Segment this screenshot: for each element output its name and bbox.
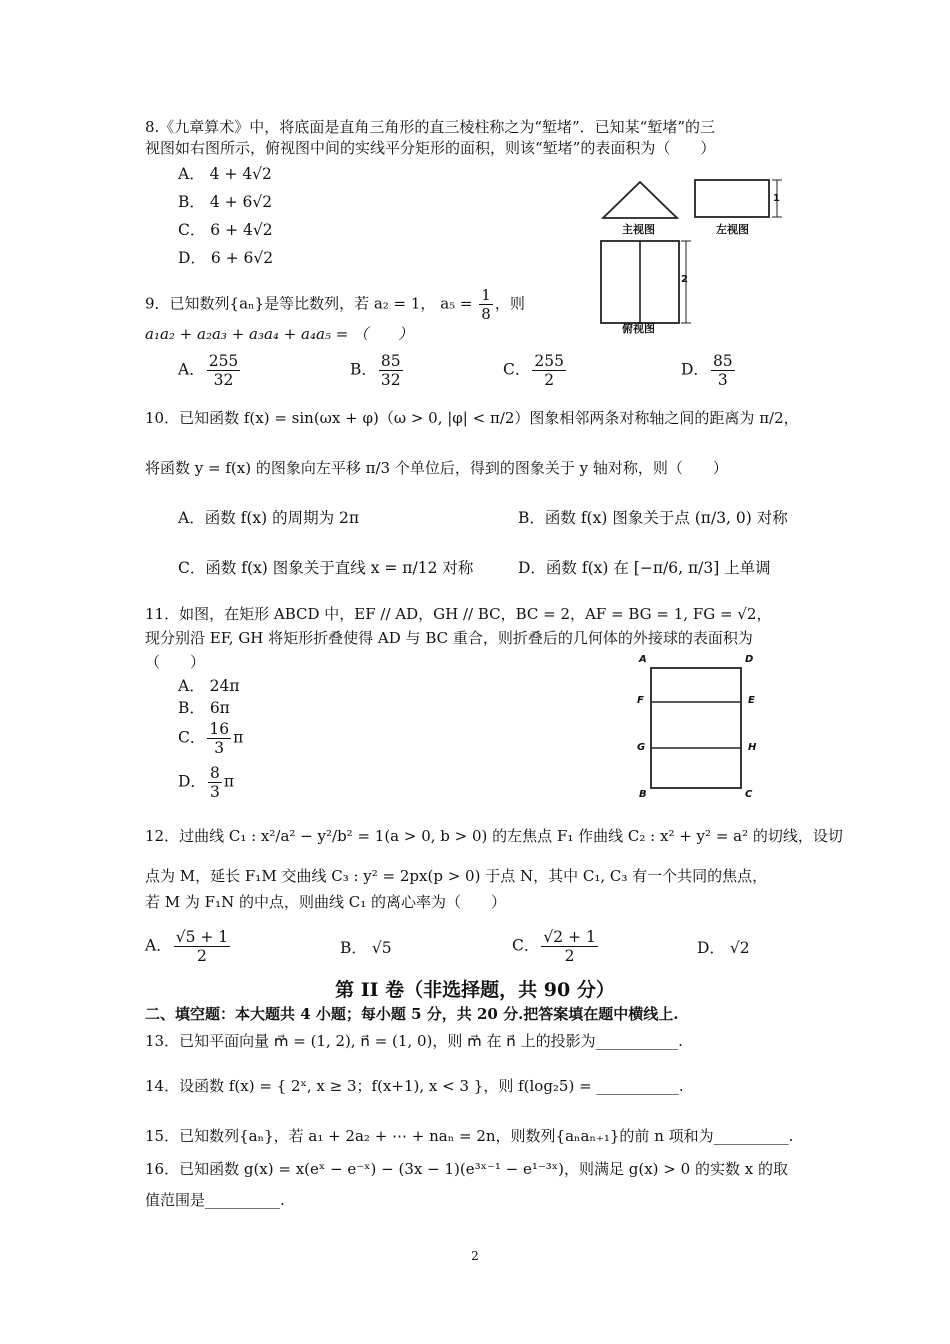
- q8-line2: 视图如右图所示，俯视图中间的实线平分矩形的面积，则该“堑堵”的表面积为（ ）: [145, 139, 716, 157]
- q9-option-d-den: 3: [717, 371, 728, 389]
- q12-option-a-label: A．: [145, 936, 172, 955]
- q9-option-d-num: 85: [712, 352, 733, 370]
- q9-option-a-den: 32: [213, 371, 234, 389]
- page-number: 2: [471, 1249, 479, 1263]
- q8-option-b: B． 4 + 6√2: [178, 193, 273, 211]
- q10-line2: 将函数 y = f(x) 的图象向左平移 π/3 个单位后，得到的图象关于 y 轴对称，则（ ）: [145, 459, 728, 477]
- q11-option-a: A． 24π: [178, 677, 240, 695]
- q9-line1: [145, 286, 525, 323]
- q8-line1: 8.《九章算术》中，将底面是直角三角形的直三棱柱称之为“堑堵”．已知某“堑堵”的三: [145, 118, 715, 136]
- q9-line1-tail: ，则: [494, 294, 525, 313]
- side-dimension-label: 1: [773, 193, 780, 204]
- q11-option-d-den: 3: [209, 783, 220, 801]
- q10-line1: 10．已知函数 f(x) = sin(ωx + φ)（ω > 0, |φ| < π/2）图象相邻两条对称轴之间的距离为 π/2，: [145, 409, 799, 427]
- q11-option-c-den: 3: [214, 739, 225, 757]
- q12-option-a-num: √5 + 1: [175, 928, 229, 946]
- section-title: 第 II 卷（非选择题，共 90 分）: [335, 979, 615, 1001]
- q11-line1: 11．如图，在矩形 ABCD 中，EF // AD，GH // BC，BC = 2，AF = BG = 1, FG = √2，: [145, 605, 772, 623]
- q9-option-c-num: 255: [534, 352, 564, 370]
- q16-line2: 值范围是__________.: [145, 1191, 285, 1209]
- q11-option-d-num: 8: [209, 764, 220, 782]
- q10-option-c: C．函数 f(x) 图象关于直线 x = π/12 对称: [178, 559, 474, 577]
- q9-line2: a₁a₂ + a₂a₃ + a₃a₄ + a₄a₅ = （ ）: [145, 325, 414, 343]
- q12-line2: 点为 M，延长 F₁M 交曲线 C₃ : y² = 2px(p > 0) 于点 N，其中 C₁, C₃ 有一个共同的焦点，: [145, 867, 768, 885]
- point-c: C: [745, 789, 753, 800]
- fill-blank-header: 二、填空题：本大题共 4 小题；每小题 5 分，共 20 分.把答案填在题中横线上.: [145, 1005, 679, 1023]
- top-dimension-label: 2: [681, 274, 688, 285]
- q12-line1: 12．过曲线 C₁ : x²/a² − y²/b² = 1(a > 0, b > 0) 的左焦点 F₁ 作曲线 C₂ : x² + y² = a² 的切线，设切: [145, 827, 843, 845]
- q8-option-c: C． 6 + 4√2: [178, 221, 273, 239]
- point-g: G: [637, 742, 646, 753]
- q11-option-d-label: D．: [178, 772, 206, 791]
- q9-option-a: [178, 352, 242, 389]
- side-view-label: 左视图: [716, 223, 749, 236]
- q11-option-c-label: C．: [178, 728, 206, 747]
- q9-option-c-den: 2: [544, 371, 555, 389]
- q11-option-b: B． 6π: [178, 699, 230, 717]
- q12-option-b: B． √5: [340, 939, 392, 957]
- point-f: F: [637, 695, 644, 706]
- q12-option-d: D． √2: [697, 939, 750, 957]
- front-view-label: 主视图: [622, 223, 655, 236]
- q11-option-d: [178, 764, 234, 801]
- q9-option-c: [503, 352, 568, 389]
- q9-option-b-num: 85: [380, 352, 401, 370]
- q12-option-c-den: 2: [564, 947, 575, 965]
- q9-frac-num: 1: [481, 286, 491, 304]
- top-view-label: 俯视图: [622, 322, 655, 335]
- q11-option-d-tail: π: [223, 772, 234, 791]
- point-d: D: [745, 654, 754, 665]
- q12-option-c-num: √2 + 1: [543, 928, 596, 946]
- q9-option-d: [681, 352, 737, 389]
- q9-option-a-num: 255: [208, 352, 239, 370]
- q9-option-d-label: D．: [681, 360, 709, 379]
- q12-line3: 若 M 为 F₁N 的中点，则曲线 C₁ 的离心率为（ ）: [145, 893, 507, 911]
- q11-option-c-tail: π: [233, 728, 244, 747]
- q9-line1-text: 9．已知数列{aₙ}是等比数列，若 a₂ = 1， a₅ =: [145, 294, 478, 313]
- q9-option-b-den: 32: [380, 371, 401, 389]
- side-view-rect: [695, 180, 769, 217]
- q9-option-b: [350, 352, 405, 389]
- point-a: A: [639, 654, 647, 665]
- q12-option-c: [512, 928, 600, 965]
- q11-line3: （ ）: [145, 653, 206, 671]
- q13: 13．已知平面向量 m⃗ = (1, 2), n⃗ = (1, 0)，则 m⃗ 在 n⃗ 上的投影为___________.: [145, 1032, 683, 1050]
- point-b: B: [639, 789, 647, 800]
- q8-option-a: A． 4 + 4√2: [178, 165, 272, 183]
- q11-line2: 现分别沿 EF, GH 将矩形折叠使得 AD 与 BC 重合，则折叠后的几何体的外接球的表面积为: [145, 629, 753, 647]
- front-view-triangle: [603, 182, 677, 218]
- q9-option-b-label: B．: [350, 360, 377, 379]
- q10-option-d: D．函数 f(x) 在 [−π/6, π/3] 上单调: [518, 559, 771, 577]
- q11-option-c: [178, 720, 243, 757]
- q9-option-c-label: C．: [503, 360, 531, 379]
- q12-option-a-den: 2: [196, 947, 207, 965]
- rectangle-abcd-figure: [645, 662, 745, 792]
- q15: 15．已知数列{aₙ}，若 a₁ + 2a₂ + ⋯ + naₙ = 2n，则数列{aₙaₙ₊₁}的前 n 项和为__________.: [145, 1127, 794, 1145]
- q10-option-a: A．函数 f(x) 的周期为 2π: [178, 509, 360, 527]
- q14: 14．设函数 f(x) = { 2ˣ, x ≥ 3；f(x+1), x < 3 }，则 f(log₂5) = ___________.: [145, 1077, 684, 1095]
- q11-option-c-num: 16: [209, 720, 230, 738]
- point-h: H: [748, 742, 757, 753]
- q12-option-c-label: C．: [512, 936, 540, 955]
- q10-option-b: B．函数 f(x) 图象关于点 (π/3, 0) 对称: [518, 509, 788, 527]
- three-view-figure: [595, 175, 795, 340]
- q9-frac-den: 8: [481, 305, 491, 323]
- q9-option-a-label: A．: [178, 360, 205, 379]
- q12-option-a: [145, 928, 232, 965]
- q9-fraction: [479, 286, 493, 323]
- q16-line1: 16．已知函数 g(x) = x(eˣ − e⁻ˣ) − (3x − 1)(e³ˣ⁻¹ − e¹⁻³ˣ)，则满足 g(x) > 0 的实数 x 的取: [145, 1160, 788, 1178]
- q8-option-d: D． 6 + 6√2: [178, 249, 274, 267]
- point-e: E: [748, 695, 755, 706]
